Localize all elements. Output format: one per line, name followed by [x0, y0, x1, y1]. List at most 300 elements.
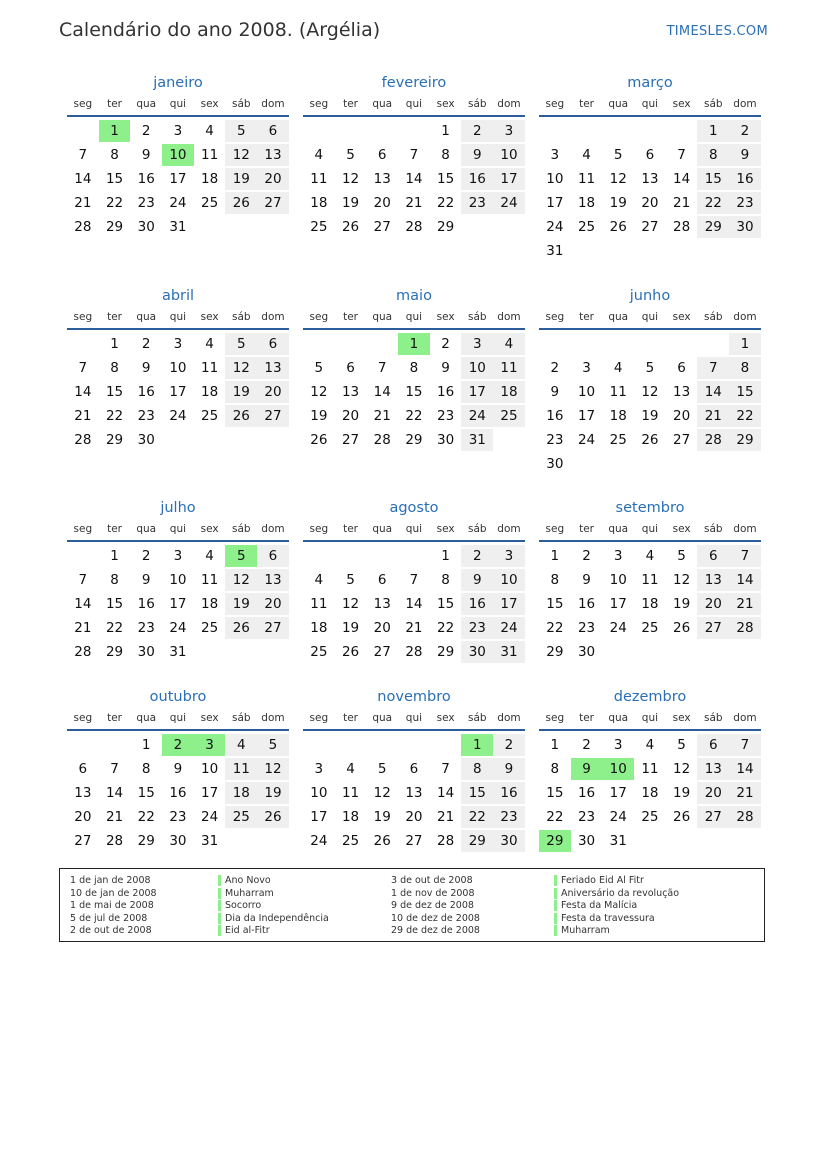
weekday-label: qui: [641, 311, 659, 323]
day-cell: 21: [74, 195, 92, 211]
empty-cell: [335, 120, 367, 142]
day-cell: 12: [225, 357, 257, 379]
day-cell: 18: [310, 620, 328, 636]
weekday-header: [303, 307, 525, 330]
day-cell: 22: [546, 809, 564, 825]
day-cell: 16: [546, 408, 564, 424]
day-cell: 26: [373, 833, 391, 849]
month-block: [303, 497, 525, 664]
empty-cell: [398, 734, 430, 756]
day-cell: 4: [205, 548, 214, 564]
legend-date: 9 de dez de 2008: [391, 900, 474, 911]
day-cell: 3: [173, 548, 183, 564]
day-cell: 2: [141, 548, 151, 564]
day-cell: 15: [105, 171, 124, 187]
holiday-legend: [59, 868, 765, 942]
day-cell: 19: [341, 620, 360, 636]
day-cell: 13: [641, 171, 659, 187]
day-cell: 23: [729, 192, 761, 214]
day-cell: 16: [461, 593, 493, 615]
day-cell: 20: [697, 782, 729, 804]
weekday-label: qua: [372, 311, 393, 323]
month-block: [539, 285, 761, 476]
day-cell: 20: [257, 168, 289, 190]
month-block: [303, 72, 525, 239]
day-cell: 5: [257, 734, 289, 756]
day-cell: 30: [546, 456, 564, 472]
legend-name: Dia da Independência: [225, 912, 329, 924]
weekday-label: qua: [372, 523, 393, 535]
day-cell: 11: [609, 384, 627, 400]
day-cell: 2: [141, 123, 151, 139]
day-cell: 5: [677, 548, 686, 564]
day-cell: 25: [641, 620, 659, 636]
day-cell: 11: [201, 360, 219, 376]
month-name: junho: [629, 288, 671, 304]
day-cell: 22: [546, 620, 564, 636]
day-cell: 9: [493, 758, 525, 780]
day-cell: 11: [577, 171, 596, 187]
day-cell: 29: [137, 833, 155, 849]
weekday-label: dom: [733, 311, 757, 323]
empty-cell: [366, 333, 398, 355]
day-cell: 17: [546, 195, 564, 211]
empty-cell: [398, 120, 430, 142]
legend-date: 1 de nov de 2008: [391, 887, 475, 899]
day-cell: 9: [141, 360, 151, 376]
day-cell: 3: [613, 548, 623, 564]
weekday-label: dom: [497, 523, 521, 535]
day-cell: 24: [169, 620, 187, 636]
day-cell: 30: [577, 833, 596, 849]
day-cell: 27: [697, 617, 729, 639]
day-cell: 25: [201, 620, 219, 636]
legend-name: Muharram: [561, 925, 610, 936]
day-cell: 10: [461, 357, 493, 379]
day-cell: 3: [493, 545, 525, 567]
day-cell: 3: [582, 360, 591, 376]
weekday-header: [67, 94, 289, 117]
weekday-label: sex: [436, 98, 455, 110]
day-cell: 27: [697, 806, 729, 828]
day-cell: 20: [257, 593, 289, 615]
day-cell: 27: [257, 617, 289, 639]
weekday-label: ter: [107, 712, 122, 724]
day-cell: 23: [137, 195, 155, 211]
day-cell: 5: [225, 120, 257, 142]
day-cell: 12: [225, 569, 257, 591]
month-name: agosto: [389, 500, 439, 516]
day-cell: 17: [577, 408, 596, 424]
day-grid: [539, 330, 761, 476]
day-cell: 1: [441, 123, 450, 139]
day-cell: 17: [169, 171, 187, 187]
day-cell: 24: [461, 405, 493, 427]
day-cell: 16: [137, 171, 155, 187]
day-cell: 19: [225, 381, 257, 403]
day-cell: 28: [74, 219, 92, 235]
day-cell: 31: [546, 243, 564, 259]
day-cell: 24: [546, 219, 564, 235]
day-cell: 22: [461, 806, 493, 828]
empty-cell: [335, 545, 367, 567]
day-cell: 22: [405, 408, 423, 424]
empty-cell: [602, 120, 634, 142]
day-cell: 29: [539, 830, 571, 852]
day-cell: 30: [137, 644, 155, 660]
legend-date: 2 de out de 2008: [70, 925, 152, 936]
weekday-label: qua: [372, 712, 393, 724]
day-cell: 12: [609, 171, 627, 187]
weekday-label: qua: [608, 311, 629, 323]
empty-cell: [303, 333, 335, 355]
day-cell: 21: [697, 405, 729, 427]
day-cell: 23: [461, 617, 493, 639]
day-cell: 7: [78, 572, 88, 588]
day-cell: 15: [546, 785, 564, 801]
day-cell: 14: [673, 171, 691, 187]
day-cell: 16: [437, 384, 455, 400]
day-cell: 30: [169, 833, 187, 849]
day-cell: 17: [609, 785, 627, 801]
day-cell: 10: [310, 785, 328, 801]
day-cell: 26: [257, 806, 289, 828]
weekday-label: qua: [136, 523, 157, 535]
day-cell: 4: [205, 336, 214, 352]
day-cell: 1: [398, 333, 430, 355]
day-cell: 12: [341, 171, 360, 187]
day-cell: 4: [346, 761, 355, 777]
weekday-label: qua: [136, 311, 157, 323]
legend-date: 29 de dez de 2008: [391, 925, 480, 936]
day-cell: 6: [257, 545, 289, 567]
day-cell: 3: [314, 761, 324, 777]
month-block: [539, 497, 761, 664]
day-cell: 1: [141, 737, 151, 753]
day-cell: 30: [137, 432, 155, 448]
weekday-header: [67, 708, 289, 731]
month-name: dezembro: [613, 689, 687, 705]
weekday-header: [539, 94, 761, 117]
weekday-label: sex: [436, 311, 455, 323]
legend-names-right: [554, 875, 679, 938]
day-cell: 13: [257, 357, 289, 379]
day-cell: 6: [697, 734, 729, 756]
weekday-label: sex: [436, 523, 455, 535]
day-cell: 28: [437, 833, 455, 849]
weekday-label: seg: [309, 523, 329, 535]
day-cell: 5: [677, 737, 686, 753]
day-cell: 2: [141, 336, 151, 352]
day-cell: 30: [577, 644, 596, 660]
month-name: abril: [161, 288, 195, 304]
day-cell: 3: [550, 147, 560, 163]
legend-name: Feriado Eid Al Fitr: [561, 875, 644, 886]
weekday-label: seg: [73, 523, 93, 535]
day-cell: 2: [729, 120, 761, 142]
day-cell: 9: [729, 144, 761, 166]
day-grid: [539, 731, 761, 853]
day-cell: 24: [201, 809, 219, 825]
day-cell: 9: [141, 147, 151, 163]
weekday-label: seg: [73, 712, 93, 724]
day-cell: 13: [257, 569, 289, 591]
weekday-label: sex: [200, 98, 219, 110]
empty-cell: [303, 545, 335, 567]
weekday-label: sáb: [703, 712, 723, 724]
day-cell: 17: [493, 593, 525, 615]
day-cell: 15: [137, 785, 155, 801]
day-cell: 5: [346, 147, 355, 163]
day-cell: 27: [341, 432, 360, 448]
weekday-label: seg: [73, 311, 93, 323]
day-cell: 28: [405, 644, 423, 660]
day-cell: 8: [441, 147, 450, 163]
month-name: março: [627, 75, 673, 91]
weekday-label: qua: [372, 98, 393, 110]
day-cell: 25: [493, 405, 525, 427]
day-cell: 12: [310, 384, 328, 400]
day-cell: 17: [169, 384, 187, 400]
day-cell: 1: [441, 548, 450, 564]
weekday-label: dom: [261, 523, 285, 535]
day-cell: 8: [110, 360, 119, 376]
day-cell: 13: [341, 384, 360, 400]
day-cell: 23: [577, 620, 596, 636]
holiday-marker: [554, 925, 557, 936]
day-cell: 16: [461, 168, 493, 190]
day-cell: 25: [310, 219, 328, 235]
weekday-label: sáb: [703, 523, 723, 535]
day-cell: 6: [78, 761, 88, 777]
day-cell: 6: [697, 545, 729, 567]
day-cell: 25: [641, 809, 659, 825]
legend-name: Festa da Malícia: [561, 900, 638, 911]
day-cell: 26: [225, 192, 257, 214]
day-cell: 11: [225, 758, 257, 780]
day-cell: 6: [346, 360, 355, 376]
day-cell: 19: [310, 408, 328, 424]
day-cell: 23: [169, 809, 187, 825]
weekday-label: sex: [672, 98, 691, 110]
day-cell: 26: [641, 432, 659, 448]
day-cell: 29: [405, 432, 423, 448]
day-grid: [303, 117, 525, 239]
day-cell: 29: [437, 644, 455, 660]
day-cell: 24: [169, 408, 187, 424]
day-cell: 21: [673, 195, 691, 211]
day-cell: 21: [729, 593, 761, 615]
month-block: [67, 497, 289, 664]
day-cell: 3: [173, 336, 183, 352]
day-cell: 1: [461, 734, 493, 756]
site-link[interactable]: TIMESLES.COM: [666, 24, 768, 39]
empty-cell: [67, 545, 99, 567]
day-cell: 7: [729, 734, 761, 756]
weekday-header: [67, 519, 289, 542]
legend-date: 3 de out de 2008: [391, 875, 473, 886]
weekday-label: qua: [136, 98, 157, 110]
weekday-label: sáb: [467, 98, 487, 110]
day-cell: 26: [673, 809, 691, 825]
day-cell: 4: [645, 548, 655, 564]
day-cell: 12: [225, 144, 257, 166]
day-cell: 10: [493, 569, 525, 591]
weekday-label: sáb: [467, 311, 487, 323]
weekday-label: sáb: [703, 98, 723, 110]
day-cell: 5: [225, 545, 257, 567]
legend-date: 1 de mai de 2008: [70, 900, 154, 911]
weekday-label: sex: [200, 523, 219, 535]
weekday-label: dom: [497, 98, 521, 110]
day-cell: 12: [341, 596, 360, 612]
day-cell: 11: [641, 761, 659, 777]
day-cell: 17: [493, 168, 525, 190]
day-cell: 20: [341, 408, 360, 424]
day-cell: 13: [405, 785, 423, 801]
month-name: janeiro: [153, 75, 203, 91]
weekday-label: ter: [107, 523, 122, 535]
weekday-label: seg: [309, 311, 329, 323]
day-cell: 8: [110, 147, 119, 163]
day-cell: 25: [609, 432, 627, 448]
day-cell: 27: [673, 432, 691, 448]
day-cell: 16: [137, 596, 155, 612]
day-cell: 22: [729, 405, 761, 427]
day-cell: 31: [461, 429, 493, 451]
weekday-label: sex: [672, 311, 691, 323]
day-cell: 28: [729, 806, 761, 828]
weekday-label: qua: [608, 98, 629, 110]
day-cell: 13: [697, 758, 729, 780]
day-cell: 3: [461, 333, 493, 355]
day-cell: 17: [169, 596, 187, 612]
empty-cell: [335, 333, 367, 355]
day-cell: 16: [493, 782, 525, 804]
day-cell: 10: [162, 144, 194, 166]
empty-cell: [666, 120, 698, 142]
day-cell: 10: [609, 572, 627, 588]
day-cell: 6: [377, 147, 387, 163]
day-cell: 28: [74, 432, 92, 448]
day-cell: 8: [550, 572, 560, 588]
day-cell: 9: [173, 761, 183, 777]
weekday-label: qui: [169, 311, 187, 323]
day-cell: 22: [697, 192, 729, 214]
day-cell: 6: [257, 333, 289, 355]
day-cell: 13: [373, 596, 391, 612]
day-cell: 11: [310, 596, 328, 612]
day-cell: 26: [310, 432, 328, 448]
weekday-label: qui: [169, 712, 187, 724]
day-cell: 7: [377, 360, 387, 376]
day-cell: 2: [550, 360, 560, 376]
day-cell: 23: [437, 408, 455, 424]
weekday-label: sex: [200, 712, 219, 724]
day-cell: 2: [582, 548, 591, 564]
day-cell: 21: [105, 809, 124, 825]
empty-cell: [67, 120, 99, 142]
day-cell: 18: [641, 785, 659, 801]
day-cell: 13: [697, 569, 729, 591]
month-block: [539, 72, 761, 263]
day-cell: 7: [78, 147, 88, 163]
month-name: setembro: [615, 500, 685, 516]
day-cell: 7: [441, 761, 450, 777]
day-cell: 23: [137, 620, 155, 636]
day-cell: 16: [137, 384, 155, 400]
day-cell: 13: [257, 144, 289, 166]
day-cell: 25: [201, 195, 219, 211]
legend-name: Socorro: [225, 900, 262, 911]
weekday-label: ter: [343, 311, 358, 323]
legend-names-left: [218, 875, 329, 938]
day-cell: 18: [641, 596, 659, 612]
holiday-marker: [218, 875, 221, 886]
day-cell: 14: [405, 171, 423, 187]
day-cell: 2: [461, 545, 493, 567]
day-cell: 15: [405, 384, 423, 400]
day-cell: 7: [677, 147, 686, 163]
empty-cell: [398, 545, 430, 567]
empty-cell: [303, 120, 335, 142]
holiday-marker: [218, 925, 221, 936]
day-cell: 22: [437, 195, 455, 211]
empty-cell: [67, 333, 99, 355]
weekday-label: ter: [579, 523, 594, 535]
day-grid: [539, 542, 761, 664]
month-name: novembro: [377, 689, 451, 705]
day-cell: 26: [341, 219, 360, 235]
day-cell: 6: [377, 572, 387, 588]
day-cell: 9: [571, 758, 603, 780]
day-cell: 24: [169, 195, 187, 211]
day-cell: 7: [409, 147, 419, 163]
day-cell: 3: [194, 734, 226, 756]
day-cell: 21: [405, 620, 423, 636]
weekday-label: dom: [733, 523, 757, 535]
day-cell: 18: [201, 384, 219, 400]
month-block: [539, 686, 761, 853]
day-cell: 14: [74, 171, 92, 187]
weekday-label: ter: [343, 523, 358, 535]
month-name: julho: [160, 500, 196, 516]
day-cell: 2: [441, 336, 450, 352]
day-cell: 10: [201, 761, 219, 777]
day-cell: 17: [461, 381, 493, 403]
day-grid: [303, 731, 525, 853]
day-cell: 13: [373, 171, 391, 187]
day-cell: 15: [437, 171, 455, 187]
weekday-label: seg: [545, 311, 565, 323]
day-cell: 27: [641, 219, 659, 235]
weekday-label: ter: [579, 712, 594, 724]
day-cell: 5: [377, 761, 387, 777]
day-cell: 9: [461, 144, 493, 166]
weekday-label: ter: [107, 311, 122, 323]
empty-cell: [571, 120, 603, 142]
day-grid: [67, 330, 289, 452]
day-cell: 10: [546, 171, 564, 187]
day-cell: 20: [697, 593, 729, 615]
weekday-label: ter: [579, 98, 594, 110]
day-cell: 21: [373, 408, 391, 424]
empty-cell: [634, 333, 666, 355]
day-cell: 19: [225, 168, 257, 190]
day-cell: 15: [105, 596, 124, 612]
weekday-header: [303, 519, 525, 542]
day-cell: 14: [405, 596, 423, 612]
